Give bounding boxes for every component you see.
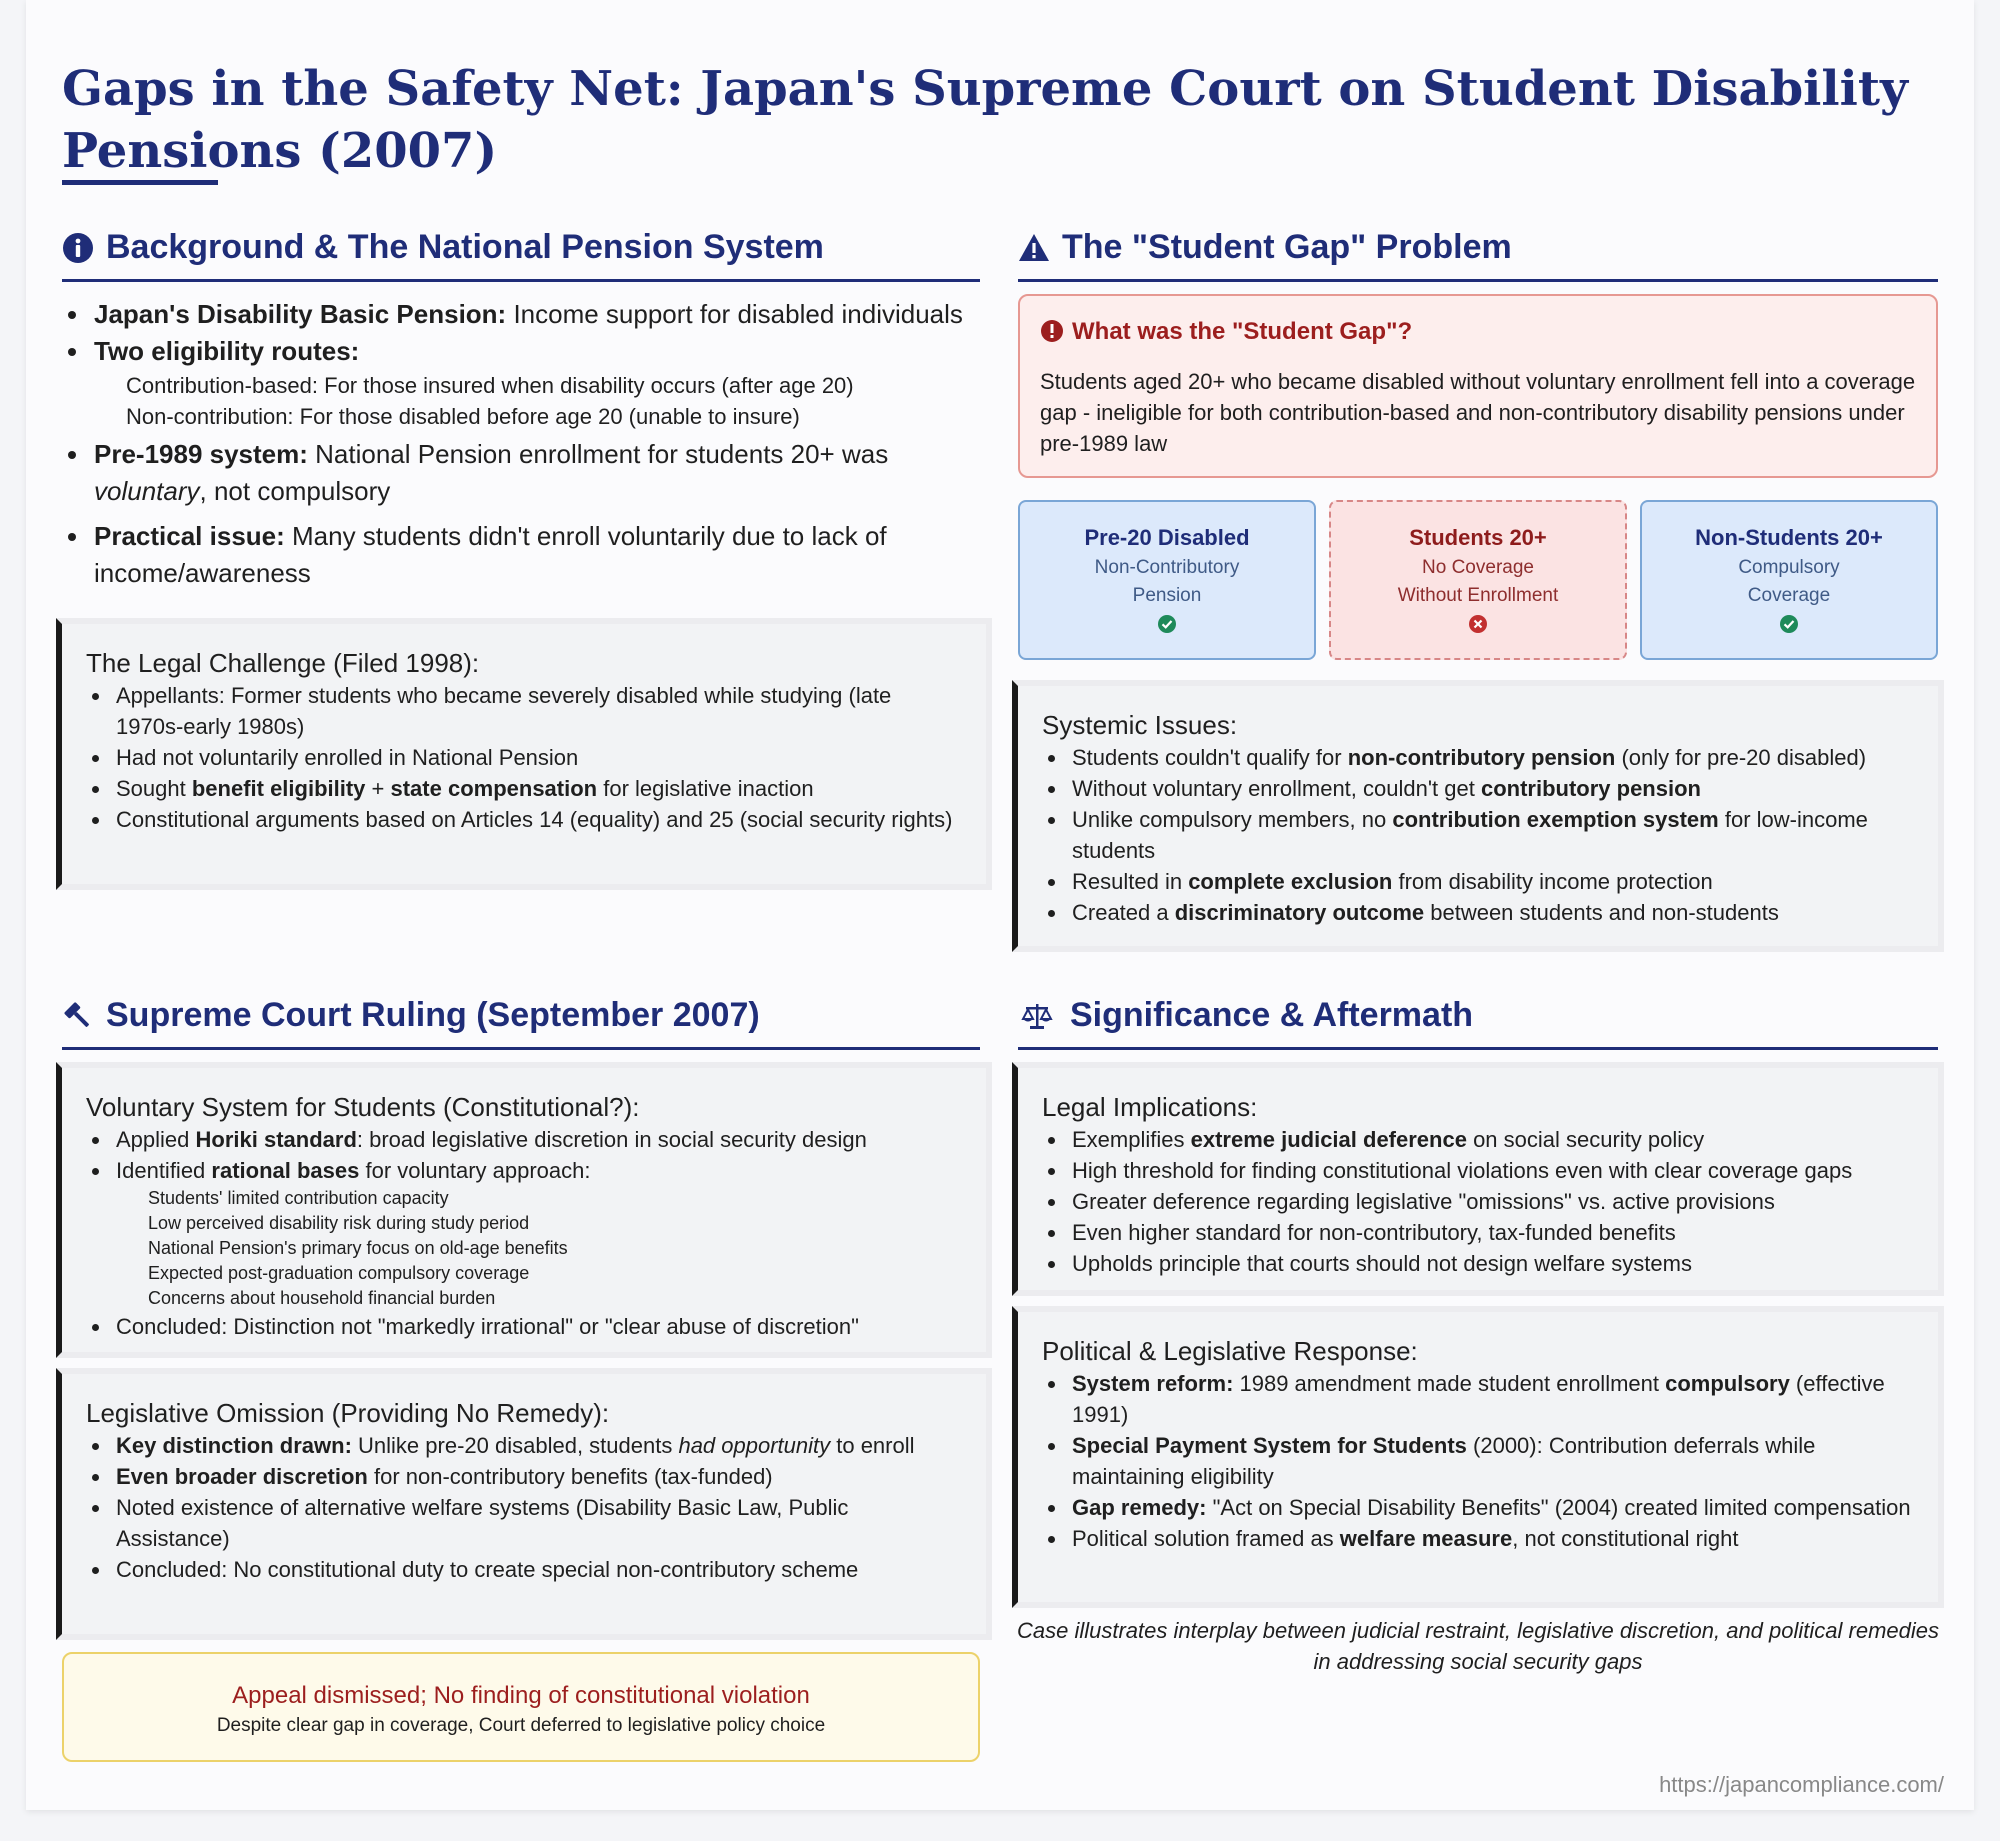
list-item: Key distinction drawn: Unlike pre-20 disabled, students had opportunity to enroll <box>86 1430 956 1461</box>
section-significance-title: Significance & Aftermath <box>1070 996 1474 1034</box>
section-significance-header <box>1018 990 1938 1050</box>
list-item: Concluded: No constitutional duty to create special non-contributory scheme <box>86 1554 956 1585</box>
card-students-20plus <box>1329 500 1627 660</box>
legislative-omission-heading: Legislative Omission (Providing No Remedy): <box>86 1398 610 1428</box>
list-item: Noted existence of alternative welfare systems (Disability Basic Law, Public Assistance) <box>86 1492 956 1554</box>
card-title: Students 20+ <box>1409 525 1547 550</box>
list-item: High threshold for finding constitutional violations even with clear coverage gaps <box>1042 1155 1918 1186</box>
card-title: Non-Students 20+ <box>1695 525 1883 550</box>
section-student-gap-title: The "Student Gap" Problem <box>1062 228 1512 266</box>
list-item: Special Payment System for Students (2000): Contribution deferrals while maintaining eligibility <box>1042 1430 1918 1492</box>
info-icon <box>62 232 94 264</box>
section-ruling-title: Supreme Court Ruling (September 2007) <box>106 996 760 1034</box>
warning-icon <box>1018 232 1050 264</box>
check-icon <box>1779 614 1799 634</box>
sub-item: Students' limited contribution capacity <box>148 1188 449 1208</box>
student-gap-definition-box <box>1018 294 1938 478</box>
political-response-heading: Political & Legislative Response: <box>1042 1336 1418 1366</box>
card-line: No Coverage <box>1422 557 1534 578</box>
background-list <box>62 296 1002 592</box>
summary-caption: Case illustrates interplay between judicial restraint, legislative discretion, and political remedies in addressing social security gaps <box>1016 1618 1939 1674</box>
political-response-box <box>1012 1306 1944 1608</box>
infographic-page <box>26 0 1974 1810</box>
student-gap-explanation: Students aged 20+ who became disabled without voluntary enrollment fell into a coverage gap - ineligible for both contribution-based and non-contributory disability pensions under pre-1989 law <box>1040 369 1916 456</box>
voluntary-system-box <box>56 1062 992 1358</box>
list-item: Unlike compulsory members, no contribution exemption system for low-income students <box>1042 804 1918 866</box>
sub-item: National Pension's primary focus on old-age benefits <box>148 1238 568 1258</box>
list-item: Resulted in complete exclusion from disability income protection <box>1042 866 1918 897</box>
verdict-main: Appeal dismissed; No finding of constitutional violation <box>232 1682 810 1709</box>
alert-icon <box>1040 319 1064 343</box>
card-pre20-disabled <box>1018 500 1316 660</box>
title-underline <box>62 180 218 185</box>
x-icon <box>1468 614 1488 634</box>
list-item: Constitutional arguments based on Articles 14 (equality) and 25 (social security rights) <box>86 804 956 835</box>
list-item: Concluded: Distinction not "markedly irrational" or "clear abuse of discretion" <box>86 1311 956 1342</box>
scales-icon <box>1018 1000 1056 1032</box>
list-item: Upholds principle that courts should not design welfare systems <box>1042 1248 1918 1279</box>
route-non-contribution: Non-contribution: For those disabled before age 20 (unable to insure) <box>126 404 800 429</box>
list-item: Pre-1989 system: National Pension enrollment for students 20+ was voluntary, not compulsory <box>62 436 1002 510</box>
section-background-header <box>62 222 980 282</box>
list-item: Two eligibility routes: Contribution-based: For those insured when disability occurs (after age 20) Non-contribution: For those disabled before age 20 (unable to insure) <box>62 333 1002 432</box>
card-line: Pension <box>1132 585 1202 606</box>
list-item: Identified rational bases for voluntary approach: <box>86 1155 956 1186</box>
card-line: Non-Contributory <box>1094 557 1240 578</box>
list-item: Had not voluntarily enrolled in National Pension <box>86 742 956 773</box>
legal-implications-heading: Legal Implications: <box>1042 1092 1258 1122</box>
list-item: Even higher standard for non-contributory, tax-funded benefits <box>1042 1217 1918 1248</box>
card-line: Compulsory <box>1738 557 1840 578</box>
gavel-icon <box>62 1000 94 1032</box>
legislative-omission-box <box>56 1368 992 1640</box>
list-item: Sought benefit eligibility + state compensation for legislative inaction <box>86 773 956 804</box>
route-contribution: Contribution-based: For those insured when disability occurs (after age 20) <box>126 373 854 398</box>
check-icon <box>1157 614 1177 634</box>
page-title: Gaps in the Safety Net: Japan's Supreme Court on Student Disability Pensions (2007) <box>62 61 1908 179</box>
sub-item: Low perceived disability risk during study period <box>148 1213 530 1233</box>
sub-item: Concerns about household financial burden <box>148 1288 496 1308</box>
legal-implications-box <box>1012 1062 1944 1296</box>
list-item: Without voluntary enrollment, couldn't get contributory pension <box>1042 773 1918 804</box>
section-ruling-header <box>62 990 980 1050</box>
verdict-sub: Despite clear gap in coverage, Court deferred to legislative policy choice <box>216 1715 826 1736</box>
systemic-issues-box <box>1012 680 1944 952</box>
list-item: Exemplifies extreme judicial deference on social security policy <box>1042 1124 1918 1155</box>
verdict-box <box>62 1652 980 1762</box>
list-item: Political solution framed as welfare measure, not constitutional right <box>1042 1523 1918 1554</box>
section-student-gap-header <box>1018 222 1938 282</box>
card-title: Pre-20 Disabled <box>1084 525 1250 550</box>
systemic-issues-heading: Systemic Issues: <box>1042 710 1238 740</box>
student-gap-question: What was the "Student Gap"? <box>1040 316 1412 348</box>
list-item: Gap remedy: "Act on Special Disability Benefits" (2004) created limited compensation <box>1042 1492 1918 1523</box>
list-item: Japan's Disability Basic Pension: Income support for disabled individuals <box>62 296 1002 333</box>
footer-url[interactable]: https://japancompliance.com/ <box>1659 1772 1944 1797</box>
legal-challenge-box <box>56 618 992 890</box>
card-non-students-20plus <box>1640 500 1938 660</box>
card-line: Coverage <box>1747 585 1831 606</box>
list-item: Even broader discretion for non-contributory benefits (tax-funded) <box>86 1461 956 1492</box>
list-item: System reform: 1989 amendment made student enrollment compulsory (effective 1991) <box>1042 1368 1918 1430</box>
list-item: Students couldn't qualify for non-contributory pension (only for pre-20 disabled) <box>1042 742 1918 773</box>
list-item: Applied Horiki standard: broad legislative discretion in social security design <box>86 1124 956 1155</box>
list-item: Greater deference regarding legislative "omissions" vs. active provisions <box>1042 1186 1918 1217</box>
section-background-title: Background & The National Pension System <box>106 228 824 266</box>
list-item: Created a discriminatory outcome between students and non-students <box>1042 897 1918 928</box>
legal-challenge-heading: The Legal Challenge (Filed 1998): <box>86 648 480 678</box>
list-item: Practical issue: Many students didn't enroll voluntarily due to lack of income/awareness <box>62 518 1002 592</box>
sub-item: Expected post-graduation compulsory coverage <box>148 1263 530 1283</box>
list-item: Appellants: Former students who became severely disabled while studying (late 1970s-early 1980s) <box>86 680 956 742</box>
voluntary-system-heading: Voluntary System for Students (Constitutional?): <box>86 1092 640 1122</box>
card-line: Without Enrollment <box>1397 585 1559 606</box>
